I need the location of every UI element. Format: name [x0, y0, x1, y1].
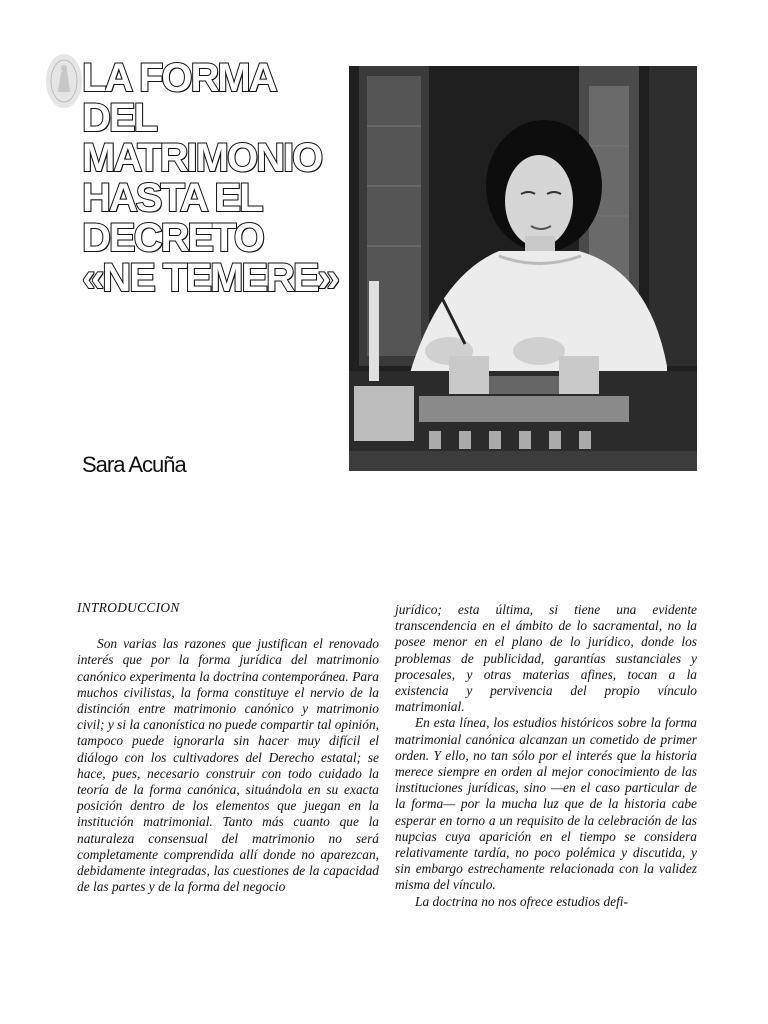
title-line: MATRIMONIO — [82, 136, 322, 180]
body-paragraph: Son varias las razones que justifican el renovado interés que por la forma jurídica del matrimonio canónico experimenta la doctrina contemporánea. Para muchos civilistas, la forma constituye el nervio de la distinción entre matrimonio canónico y matrimonio civil; y si la canonística no puede compartir tal opinión, tampoco puede ignorarla sin hacer muy difícil el diálogo con los cultivadores del Derecho estatal; se hace, pues, necesario construir con todo cuidado la teoría de la forma canónica, situándola en su exacta posición dentro de los elementos que juegan en la institución matrimonial. Tanto más cuanto que la naturaleza consensual del matrimonio no será completamente comprendida allí donde no aparezcan, debidamente integradas, las cuestiones de la capacidad de las partes y de la forma del negocio — [77, 636, 379, 895]
article-title — [82, 58, 352, 298]
author-photo — [349, 66, 697, 471]
title-line: DEL — [82, 96, 156, 140]
photo-illustration — [349, 66, 697, 471]
body-column-left — [77, 600, 379, 895]
title-line: LA FORMA — [82, 56, 276, 100]
title-line: DECRETO — [82, 216, 263, 260]
body-paragraph-continued: jurídico; esta última, si tiene una evidente transcendencia en el ámbito de lo sacramental, no la posee menor en el plano de lo jurídico, donde los problemas de publicidad, garantías sustanciales y procesales, y otras materias afines, tocan a la existencia y pervivencia del propio vínculo matrimonial. — [395, 602, 697, 715]
body-paragraph: En esta línea, los estudios históricos sobre la forma matrimonial canónica alcanzan un cometido de primer orden. Y ello, no tan sólo por el interés que la historia merece siempre en orden al mejor conocimiento de las instituciones jurídicas, sino —en el caso particular de la forma— por la mucha luz que de la historia cabe esperar en torno a un requisito de la celebración de las nupcias cuya aparición en el tiempo se considera relativamente tardía, no poco polémica y discutida, y sin embargo estrechamente relacionada con la validez misma del vínculo. — [395, 715, 697, 893]
body-paragraph: La doctrina no nos ofrece estudios defi- — [415, 893, 628, 909]
section-heading: INTRODUCCION — [77, 600, 180, 615]
title-line: «NE TEMERE» — [82, 256, 338, 300]
author-name: Sara Acuña — [82, 452, 186, 477]
title-line: HASTA EL — [82, 176, 262, 220]
seal-watermark — [46, 54, 82, 108]
seal-figure-icon — [49, 58, 79, 104]
body-column-right — [395, 602, 697, 910]
